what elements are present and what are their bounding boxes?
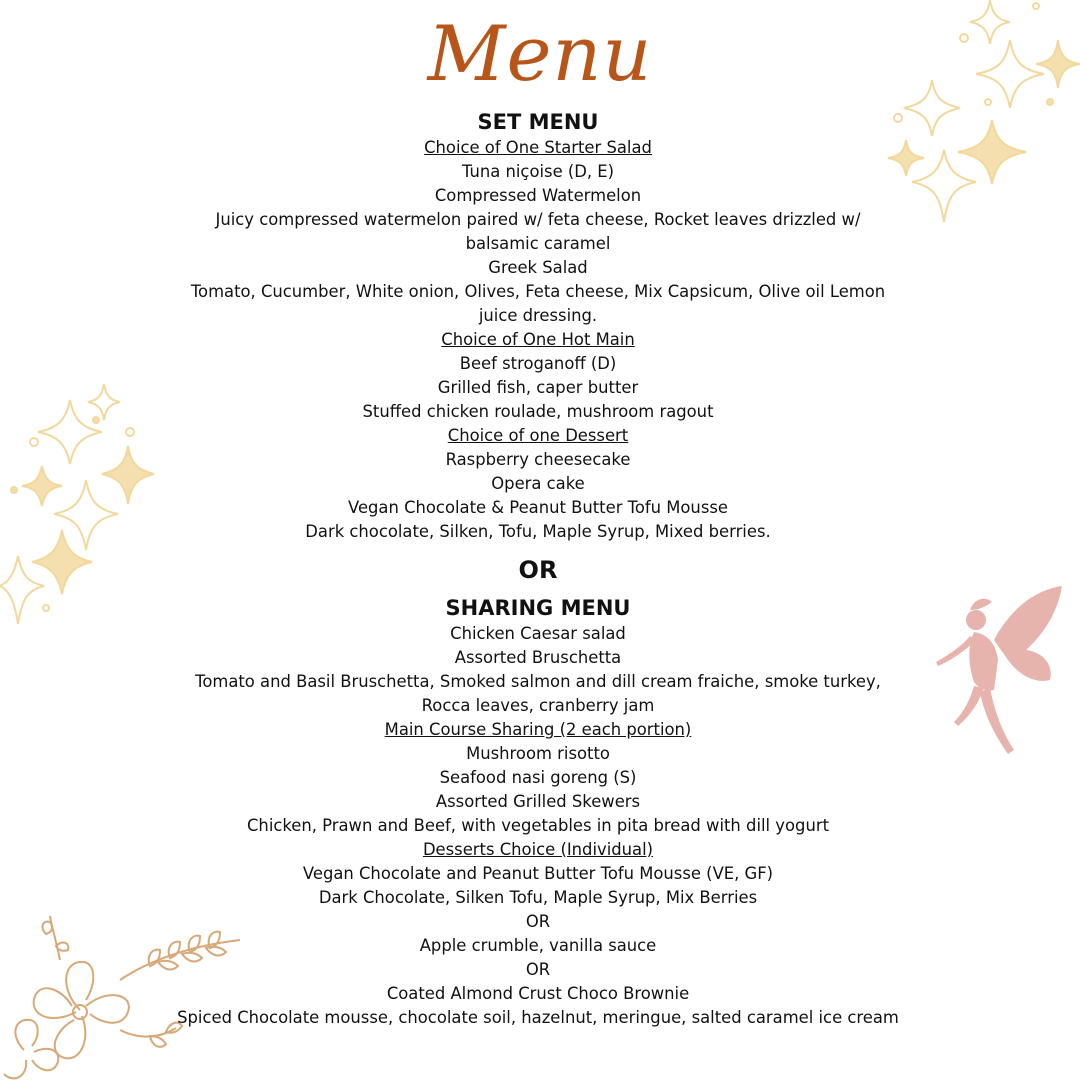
menu-item: Vegan Chocolate and Peanut Butter Tofu Mousse (VE, GF) bbox=[302, 864, 774, 883]
menu-item: Beef stroganoff (D) bbox=[459, 354, 617, 373]
menu-item-description: Tomato and Basil Bruschetta, Smoked salmon and dill cream fraiche, smoke turkey, bbox=[195, 672, 881, 691]
menu-item: Greek Salad bbox=[488, 258, 588, 277]
menu-item: Stuffed chicken roulade, mushroom ragout bbox=[362, 402, 714, 421]
menu-item: Opera cake bbox=[491, 474, 585, 493]
menu-item-description: Dark chocolate, Silken, Tofu, Maple Syrup, Mixed berries. bbox=[305, 522, 771, 541]
sharing-menu-heading: SHARING MENU bbox=[445, 596, 631, 620]
set-starter-heading: Choice of One Starter Salad bbox=[424, 138, 652, 157]
menu-item: Raspberry cheesecake bbox=[445, 450, 631, 469]
menu-content bbox=[160, 108, 916, 1030]
set-main-heading: Choice of One Hot Main bbox=[441, 330, 635, 349]
menu-item: Vegan Chocolate & Peanut Butter Tofu Mousse bbox=[348, 498, 728, 517]
set-dessert-heading: Choice of one Dessert bbox=[447, 426, 629, 445]
sharing-dessert-heading: Desserts Choice (Individual) bbox=[422, 840, 654, 859]
menu-item: Apple crumble, vanilla sauce bbox=[419, 936, 657, 955]
fairy-icon bbox=[930, 580, 1070, 760]
menu-item: Coated Almond Crust Choco Brownie bbox=[386, 984, 690, 1003]
sharing-main-heading: Main Course Sharing (2 each portion) bbox=[384, 720, 692, 739]
menu-item-description: Spiced Chocolate mousse, chocolate soil, hazelnut, meringue, salted caramel ice cream bbox=[177, 1008, 899, 1027]
menu-title: Menu bbox=[427, 9, 653, 98]
menu-item-description: Juicy compressed watermelon paired w/ feta cheese, Rocket leaves drizzled w/ bbox=[215, 210, 861, 229]
menu-item-description: Chicken, Prawn and Beef, with vegetables in pita bread with dill yogurt bbox=[246, 816, 829, 835]
menu-item: Grilled fish, caper butter bbox=[437, 378, 639, 397]
menu-item: Assorted Bruschetta bbox=[454, 648, 622, 667]
or-separator: OR bbox=[518, 556, 558, 584]
set-menu-heading: SET MENU bbox=[477, 110, 599, 134]
menu-item: Compressed Watermelon bbox=[434, 186, 642, 205]
sparkles-left-icon bbox=[0, 380, 160, 640]
or-text: OR bbox=[525, 960, 551, 979]
menu-item: Seafood nasi goreng (S) bbox=[439, 768, 637, 787]
menu-item: Assorted Grilled Skewers bbox=[435, 792, 641, 811]
menu-item-description: balsamic caramel bbox=[465, 234, 611, 253]
menu-item-description: Dark Chocolate, Silken Tofu, Maple Syrup, Mix Berries bbox=[318, 888, 758, 907]
menu-item-description: Tomato, Cucumber, White onion, Olives, Feta cheese, Mix Capsicum, Olive oil Lemon bbox=[190, 282, 886, 301]
or-text: OR bbox=[525, 912, 551, 931]
menu-item: Tuna niçoise (D, E) bbox=[461, 162, 615, 181]
menu-item-description: Rocca leaves, cranberry jam bbox=[421, 696, 655, 715]
menu-item-description: juice dressing. bbox=[478, 306, 598, 325]
menu-item: Chicken Caesar salad bbox=[450, 624, 626, 643]
menu-item: Mushroom risotto bbox=[466, 744, 610, 763]
